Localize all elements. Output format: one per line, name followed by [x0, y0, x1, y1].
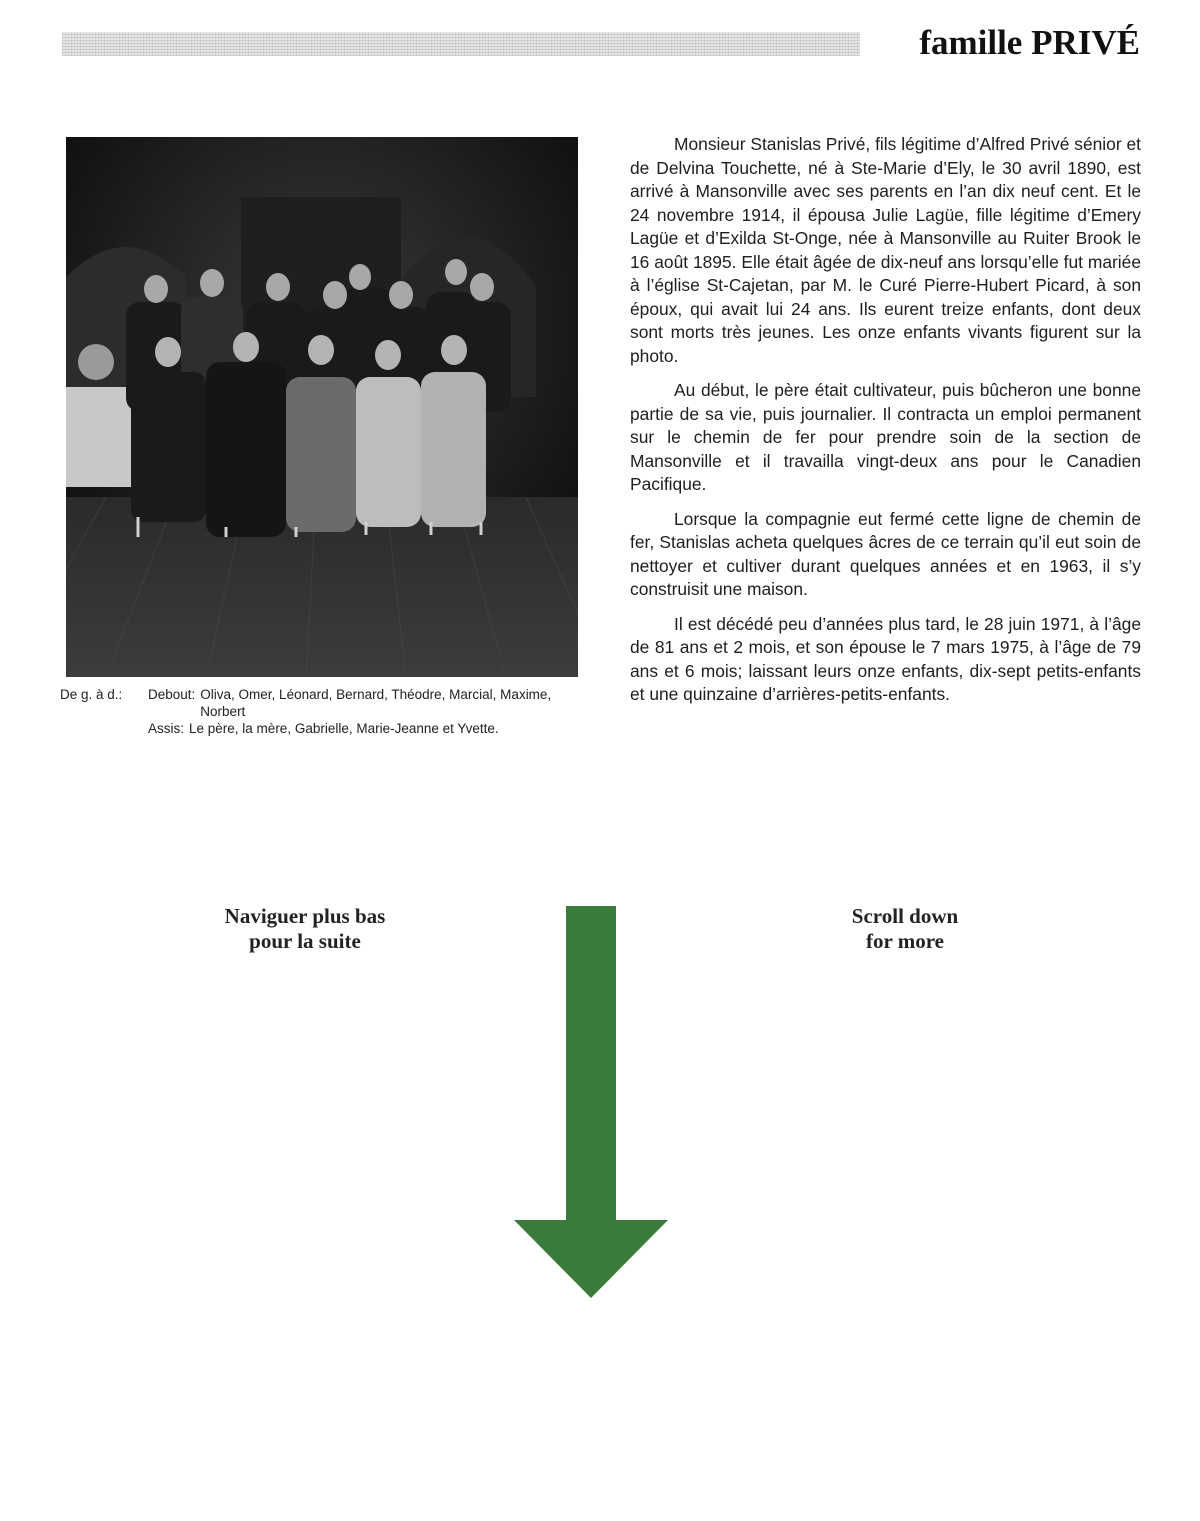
scroll-hint-english-line1: Scroll down	[851, 904, 959, 928]
arrow-down-icon[interactable]	[512, 906, 670, 1300]
scroll-hint-english	[790, 904, 1020, 954]
scroll-hint-french	[190, 904, 420, 954]
caption-prefix: De g. à d.:	[60, 687, 123, 702]
caption-seated-names: Le père, la mère, Gabrielle, Marie-Jeanne et Yvette.	[189, 721, 499, 736]
article-body	[630, 133, 1141, 718]
family-photo	[66, 137, 578, 677]
caption-standing-names: Oliva, Omer, Léonard, Bernard, Théodre, Marcial, Maxime, Norbert	[200, 687, 552, 719]
article-paragraph: Monsieur Stanislas Privé, fils légitime d’Alfred Privé sénior et de Delvina Touchette, né à Ste-Marie d’Ely, le 30 avril 1890, est arrivé à Mansonville avec ses parents en l’an dix neuf cent. Et le 24 novembre 1914, il épousa Julie Lagüe, fille légitime d’Emery Lagüe et d’Exilda St-Onge, née à Mansonville au Ruiter Brook le 16 août 1895. Elle était âgée de dix-neuf ans lorsqu’elle fut mariée à l’église St-Cajetan, par M. le Curé Pierre-Hubert Picard, à son époux, qui avait lui 24 ans. Ils eurent treize enfants, dont deux sont morts très jeunes. Les onze enfants vivants figurent sur la photo.	[630, 134, 1141, 366]
page-title: famille PRIVÉ	[919, 23, 1140, 62]
caption-seated-row	[60, 720, 590, 737]
scroll-hint-french-line2: pour la suite	[249, 929, 361, 953]
family-photo-image	[66, 137, 578, 677]
article-paragraph: Il est décédé peu d’années plus tard, le 28 juin 1971, à l’âge de 81 ans et 2 mois, et son épouse le 7 mars 1975, à l’âge de 79 ans et 6 mois; laissant leurs onze enfants, dix-sept petits-enfants et une quinzaine d’arrières-petits-enfants.	[630, 613, 1141, 704]
scroll-hint-english-line2: for more	[866, 929, 944, 953]
scroll-hint-french-line1: Naviguer plus bas	[224, 904, 386, 928]
article-paragraph: Au début, le père était cultivateur, puis bûcheron une bonne partie de sa vie, puis journalier. Il contracta un emploi permanent sur le chemin de fer pour prendre soin de la section de Mansonville et il travailla vingt-deux ans pour le Canadien Pacifique.	[630, 380, 1141, 494]
caption-standing-row	[60, 686, 590, 720]
caption-standing-label: Debout:	[148, 687, 196, 702]
header-rule	[62, 32, 860, 56]
article-paragraph: Lorsque la compagnie eut fermé cette ligne de chemin de fer, Stanislas acheta quelques âcres de ce terrain qu’il eut soin de nettoyer et cultiver durant quelques années et en 1963, il s’y construisit une maison.	[630, 508, 1141, 599]
caption-seated-label: Assis:	[148, 721, 185, 736]
photo-caption	[60, 686, 590, 737]
